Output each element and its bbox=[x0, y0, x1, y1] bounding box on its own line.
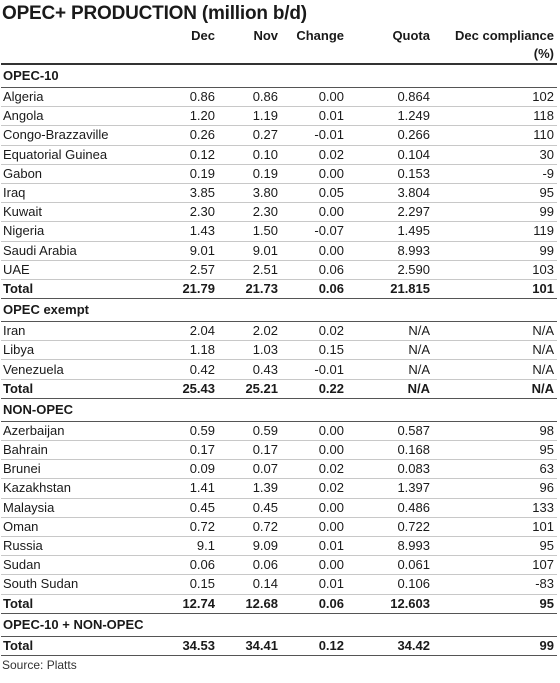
dec-cell: 0.17 bbox=[151, 441, 218, 460]
quota-cell: 0.486 bbox=[347, 498, 433, 517]
change-cell: -0.01 bbox=[281, 126, 347, 145]
table-row bbox=[1, 556, 557, 575]
nov-cell: 1.19 bbox=[218, 107, 281, 126]
change-cell: 0.00 bbox=[281, 517, 347, 536]
change-cell: 0.00 bbox=[281, 421, 347, 440]
quota-cell: N/A bbox=[347, 341, 433, 360]
compliance-unit: (%) bbox=[533, 46, 554, 61]
section-header bbox=[1, 299, 557, 322]
section-header bbox=[1, 613, 557, 636]
country-cell: Sudan bbox=[1, 556, 151, 575]
nov-cell: 9.01 bbox=[218, 241, 281, 260]
quota-cell: 12.603 bbox=[347, 594, 433, 613]
nov-cell: 0.43 bbox=[218, 360, 281, 379]
dec-cell: 1.18 bbox=[151, 341, 218, 360]
nov-cell: 2.02 bbox=[218, 322, 281, 341]
quota-cell: 8.993 bbox=[347, 241, 433, 260]
change-cell: 0.00 bbox=[281, 203, 347, 222]
country-cell: Total bbox=[1, 594, 151, 613]
production-table bbox=[1, 27, 557, 656]
table-row bbox=[1, 421, 557, 440]
country-cell: Total bbox=[1, 279, 151, 298]
quota-cell: 0.168 bbox=[347, 441, 433, 460]
quota-cell: 0.722 bbox=[347, 517, 433, 536]
table-row bbox=[1, 322, 557, 341]
section-title: OPEC exempt bbox=[1, 299, 557, 322]
table-row bbox=[1, 517, 557, 536]
compliance-header: Dec compliance bbox=[455, 28, 554, 43]
source-note: Source: Platts bbox=[2, 657, 77, 672]
change-cell: 0.00 bbox=[281, 164, 347, 183]
compliance-cell: -9 bbox=[433, 164, 557, 183]
nov-cell: 3.80 bbox=[218, 183, 281, 202]
dec-cell: 2.04 bbox=[151, 322, 218, 341]
section-title: OPEC-10 bbox=[1, 64, 557, 88]
compliance-cell: 119 bbox=[433, 222, 557, 241]
quota-cell: 2.297 bbox=[347, 203, 433, 222]
change-cell: 0.06 bbox=[281, 279, 347, 298]
table-row bbox=[1, 183, 557, 202]
country-cell: Congo-Brazzaville bbox=[1, 126, 151, 145]
table-row bbox=[1, 164, 557, 183]
compliance-cell: 63 bbox=[433, 460, 557, 479]
nov-header: Nov bbox=[253, 28, 278, 43]
compliance-cell: 99 bbox=[433, 241, 557, 260]
nov-cell: 25.21 bbox=[218, 379, 281, 398]
section-title: OPEC-10 + NON-OPEC bbox=[1, 613, 557, 636]
table-row bbox=[1, 241, 557, 260]
change-cell: 0.02 bbox=[281, 145, 347, 164]
nov-cell: 0.19 bbox=[218, 164, 281, 183]
dec-cell: 0.12 bbox=[151, 145, 218, 164]
compliance-cell: 110 bbox=[433, 126, 557, 145]
quota-cell: 1.495 bbox=[347, 222, 433, 241]
dec-cell: 12.74 bbox=[151, 594, 218, 613]
compliance-cell: 118 bbox=[433, 107, 557, 126]
compliance-cell: 101 bbox=[433, 517, 557, 536]
country-cell: Nigeria bbox=[1, 222, 151, 241]
compliance-cell: 95 bbox=[433, 183, 557, 202]
compliance-cell: 95 bbox=[433, 441, 557, 460]
change-cell: 0.06 bbox=[281, 260, 347, 279]
country-header bbox=[1, 27, 151, 45]
nov-cell: 1.39 bbox=[218, 479, 281, 498]
quota-cell: 0.083 bbox=[347, 460, 433, 479]
dec-cell: 1.20 bbox=[151, 107, 218, 126]
quota-cell: 34.42 bbox=[347, 636, 433, 655]
quota-cell: 21.815 bbox=[347, 279, 433, 298]
country-cell: UAE bbox=[1, 260, 151, 279]
quota-cell: 0.587 bbox=[347, 421, 433, 440]
table-row bbox=[1, 88, 557, 107]
change-cell: 0.02 bbox=[281, 460, 347, 479]
change-cell: -0.01 bbox=[281, 360, 347, 379]
dec-cell: 21.79 bbox=[151, 279, 218, 298]
country-cell: South Sudan bbox=[1, 575, 151, 594]
country-cell: Gabon bbox=[1, 164, 151, 183]
compliance-cell: 95 bbox=[433, 594, 557, 613]
quota-cell: N/A bbox=[347, 322, 433, 341]
dec-cell: 0.15 bbox=[151, 575, 218, 594]
quota-cell: 0.104 bbox=[347, 145, 433, 164]
table-row bbox=[1, 360, 557, 379]
change-cell: 0.01 bbox=[281, 107, 347, 126]
table-row bbox=[1, 145, 557, 164]
change-cell: 0.02 bbox=[281, 479, 347, 498]
quota-cell: 1.249 bbox=[347, 107, 433, 126]
nov-cell: 0.86 bbox=[218, 88, 281, 107]
compliance-cell: N/A bbox=[433, 379, 557, 398]
table-row bbox=[1, 260, 557, 279]
nov-cell: 1.03 bbox=[218, 341, 281, 360]
dec-cell: 0.45 bbox=[151, 498, 218, 517]
country-cell: Total bbox=[1, 636, 151, 655]
nov-cell: 0.59 bbox=[218, 421, 281, 440]
compliance-cell: 107 bbox=[433, 556, 557, 575]
compliance-cell: 133 bbox=[433, 498, 557, 517]
nov-cell: 0.27 bbox=[218, 126, 281, 145]
dec-cell: 2.57 bbox=[151, 260, 218, 279]
change-cell: 0.06 bbox=[281, 594, 347, 613]
quota-cell: 0.061 bbox=[347, 556, 433, 575]
country-cell: Kuwait bbox=[1, 203, 151, 222]
table-row bbox=[1, 536, 557, 555]
compliance-cell: N/A bbox=[433, 360, 557, 379]
dec-cell: 0.72 bbox=[151, 517, 218, 536]
dec-cell: 34.53 bbox=[151, 636, 218, 655]
table-row bbox=[1, 460, 557, 479]
country-cell: Libya bbox=[1, 341, 151, 360]
compliance-cell: 96 bbox=[433, 479, 557, 498]
country-cell: Algeria bbox=[1, 88, 151, 107]
dec-cell: 3.85 bbox=[151, 183, 218, 202]
dec-cell: 9.01 bbox=[151, 241, 218, 260]
country-cell: Total bbox=[1, 379, 151, 398]
nov-cell: 2.30 bbox=[218, 203, 281, 222]
total-row bbox=[1, 279, 557, 298]
total-row bbox=[1, 636, 557, 655]
dec-cell: 0.09 bbox=[151, 460, 218, 479]
compliance-cell: 30 bbox=[433, 145, 557, 164]
column-header-unit-row bbox=[1, 45, 557, 64]
compliance-cell: 95 bbox=[433, 536, 557, 555]
table-body bbox=[1, 64, 557, 655]
nov-cell: 0.06 bbox=[218, 556, 281, 575]
compliance-cell: 98 bbox=[433, 421, 557, 440]
change-cell: 0.22 bbox=[281, 379, 347, 398]
compliance-cell: N/A bbox=[433, 341, 557, 360]
nov-cell: 9.09 bbox=[218, 536, 281, 555]
dec-cell: 0.26 bbox=[151, 126, 218, 145]
nov-cell: 0.14 bbox=[218, 575, 281, 594]
change-cell: -0.07 bbox=[281, 222, 347, 241]
dec-cell: 0.86 bbox=[151, 88, 218, 107]
compliance-cell: 102 bbox=[433, 88, 557, 107]
dec-cell: 25.43 bbox=[151, 379, 218, 398]
country-cell: Brunei bbox=[1, 460, 151, 479]
change-cell: 0.00 bbox=[281, 241, 347, 260]
change-cell: 0.02 bbox=[281, 322, 347, 341]
table-row bbox=[1, 203, 557, 222]
table-row bbox=[1, 107, 557, 126]
country-cell: Saudi Arabia bbox=[1, 241, 151, 260]
nov-cell: 0.07 bbox=[218, 460, 281, 479]
table-title: OPEC+ PRODUCTION (million b/d) bbox=[2, 3, 307, 24]
country-cell: Iraq bbox=[1, 183, 151, 202]
table-row bbox=[1, 479, 557, 498]
table-row bbox=[1, 341, 557, 360]
quota-cell: 0.864 bbox=[347, 88, 433, 107]
country-cell: Kazakhstan bbox=[1, 479, 151, 498]
country-cell: Azerbaijan bbox=[1, 421, 151, 440]
compliance-cell: N/A bbox=[433, 322, 557, 341]
nov-cell: 34.41 bbox=[218, 636, 281, 655]
change-cell: 0.01 bbox=[281, 536, 347, 555]
country-cell: Iran bbox=[1, 322, 151, 341]
dec-cell: 9.1 bbox=[151, 536, 218, 555]
dec-cell: 2.30 bbox=[151, 203, 218, 222]
country-cell: Equatorial Guinea bbox=[1, 145, 151, 164]
country-cell: Russia bbox=[1, 536, 151, 555]
change-cell: 0.00 bbox=[281, 498, 347, 517]
dec-cell: 1.41 bbox=[151, 479, 218, 498]
nov-cell: 12.68 bbox=[218, 594, 281, 613]
table-row bbox=[1, 498, 557, 517]
country-cell: Venezuela bbox=[1, 360, 151, 379]
dec-cell: 0.06 bbox=[151, 556, 218, 575]
change-cell: 0.00 bbox=[281, 441, 347, 460]
dec-cell: 0.42 bbox=[151, 360, 218, 379]
change-cell: 0.05 bbox=[281, 183, 347, 202]
quota-cell: 8.993 bbox=[347, 536, 433, 555]
country-cell: Angola bbox=[1, 107, 151, 126]
compliance-cell: 103 bbox=[433, 260, 557, 279]
change-cell: 0.00 bbox=[281, 556, 347, 575]
table-row bbox=[1, 222, 557, 241]
nov-cell: 2.51 bbox=[218, 260, 281, 279]
quota-header: Quota bbox=[392, 28, 430, 43]
nov-cell: 21.73 bbox=[218, 279, 281, 298]
change-cell: 0.12 bbox=[281, 636, 347, 655]
quota-cell: 0.153 bbox=[347, 164, 433, 183]
column-header-row bbox=[1, 27, 557, 45]
quota-cell: 1.397 bbox=[347, 479, 433, 498]
section-header bbox=[1, 398, 557, 421]
country-cell: Oman bbox=[1, 517, 151, 536]
table-row bbox=[1, 575, 557, 594]
nov-cell: 0.45 bbox=[218, 498, 281, 517]
compliance-cell: 99 bbox=[433, 636, 557, 655]
quota-cell: N/A bbox=[347, 379, 433, 398]
quota-cell: 0.106 bbox=[347, 575, 433, 594]
nov-cell: 0.10 bbox=[218, 145, 281, 164]
total-row bbox=[1, 594, 557, 613]
change-cell: 0.15 bbox=[281, 341, 347, 360]
table-row bbox=[1, 126, 557, 145]
nov-cell: 0.72 bbox=[218, 517, 281, 536]
country-cell: Malaysia bbox=[1, 498, 151, 517]
dec-cell: 0.19 bbox=[151, 164, 218, 183]
quota-cell: 3.804 bbox=[347, 183, 433, 202]
compliance-cell: -83 bbox=[433, 575, 557, 594]
quota-cell: 0.266 bbox=[347, 126, 433, 145]
change-cell: 0.00 bbox=[281, 88, 347, 107]
total-row bbox=[1, 379, 557, 398]
table-row bbox=[1, 441, 557, 460]
section-title: NON-OPEC bbox=[1, 398, 557, 421]
compliance-cell: 99 bbox=[433, 203, 557, 222]
change-cell: 0.01 bbox=[281, 575, 347, 594]
dec-cell: 0.59 bbox=[151, 421, 218, 440]
change-header: Change bbox=[296, 28, 344, 43]
nov-cell: 1.50 bbox=[218, 222, 281, 241]
compliance-cell: 101 bbox=[433, 279, 557, 298]
dec-cell: 1.43 bbox=[151, 222, 218, 241]
quota-cell: 2.590 bbox=[347, 260, 433, 279]
quota-cell: N/A bbox=[347, 360, 433, 379]
country-cell: Bahrain bbox=[1, 441, 151, 460]
dec-header: Dec bbox=[191, 28, 215, 43]
nov-cell: 0.17 bbox=[218, 441, 281, 460]
section-header bbox=[1, 64, 557, 88]
